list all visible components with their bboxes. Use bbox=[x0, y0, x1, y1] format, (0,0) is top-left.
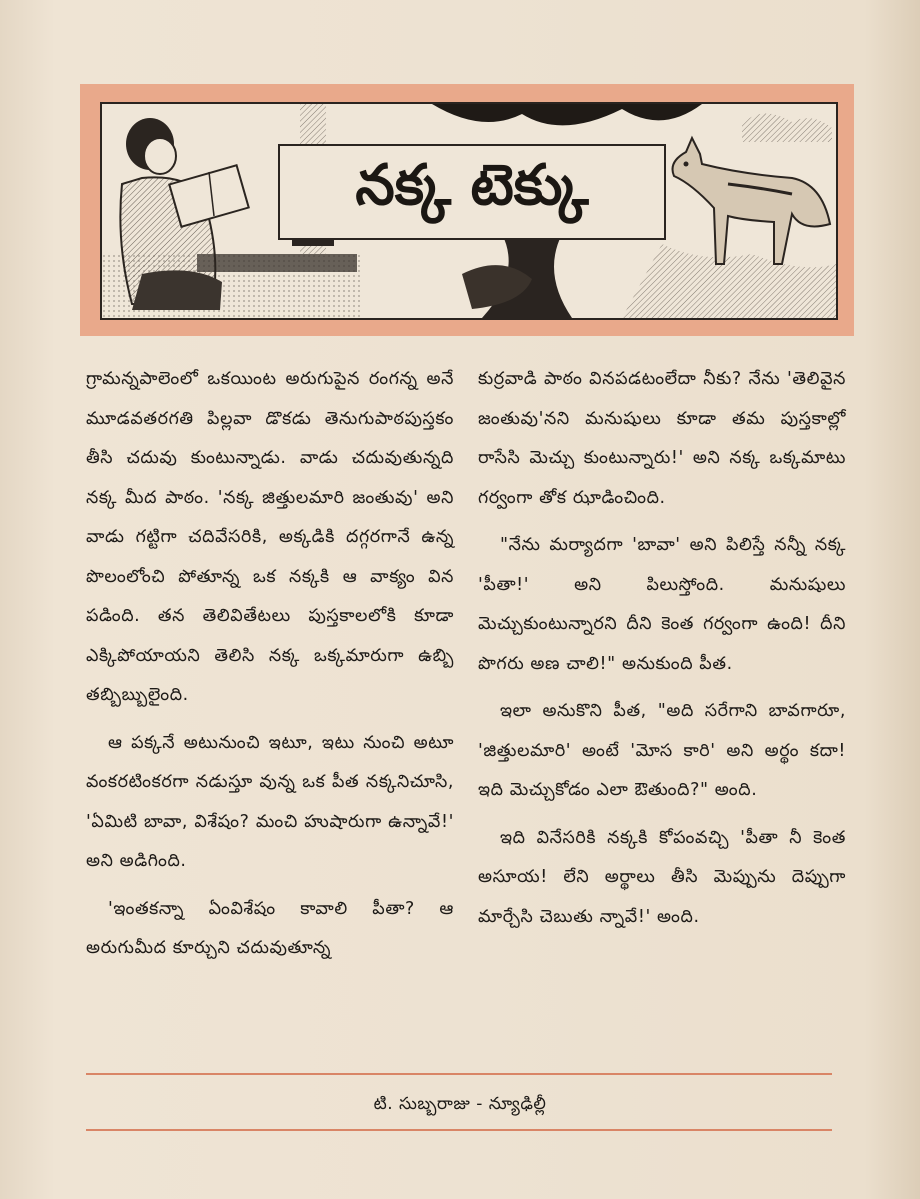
paragraph: గ్రామన్నపాలెంలో ఒకయింట అరుగుపైన రంగన్న అనే మూడవతరగతి పిల్లవా డొకడు తెనుగుపాఠపుస్తకం తీసి చదువు కుంటున్నాడు. వాడు చదువుతున్నది నక్క మీద పాఠం. 'నక్క జిత్తులమారి జంతువు' అని వాడు గట్టిగా చదివేసరికి, అక్కడికి దగ్గరగానే ఉన్న పొలంలోంచి పోతూన్న ఒక నక్కకి ఆ వాక్యం విన పడింది. తన తెలివితేటలు పుస్తకాలలోకి కూడా ఎక్కిపోయాయని తెలిసి నక్క ఒక్కమారుగా ఉబ్బి తబ్బిబ్బులైంది. bbox=[86, 369, 454, 705]
paragraph: ఇలా అనుకొని పీత, "అది సరేగాని బావగారూ, 'జిత్తులమారి' అంటే 'మోస కారి' అని అర్థం కదా! ఇది మెచ్చుకోడం ఎలా ఔతుంది?" అంది. bbox=[478, 701, 846, 800]
right-column bbox=[478, 360, 846, 937]
fox-figure bbox=[673, 138, 831, 264]
story-title: నక్క టెక్కు bbox=[355, 152, 589, 218]
left-column bbox=[86, 360, 454, 969]
paragraph: ఇది వినేసరికి నక్కకి కోపంవచ్చి 'పీతా నీ కెంత అసూయ! లేని అర్థాలు తీసి మెప్పును దెప్పుగా మార్చేసి చెబుతు న్నావే!' అంది. bbox=[478, 827, 846, 927]
author-credit: టి. సుబ్బరాజు - న్యూఢిల్లీ bbox=[373, 1094, 547, 1114]
title-box bbox=[278, 144, 666, 240]
paragraph: "నేను మర్యాదగా 'బావా' అని పిలిస్తే నన్నీ నక్క 'పీతా!' అని పిలుస్తోంది. మనుషులు మెచ్చుకుంటున్నారని దీని కెంత గర్వంగా ఉంది! దీని పొగరు అణ చాలి!" అనుకుంది పీత. bbox=[478, 535, 846, 674]
title-banner bbox=[80, 84, 854, 336]
paragraph: ఆ పక్కనే అటునుంచి ఇటూ, ఇటు నుంచి అటూ వంకరటింకరగా నడుస్తూ వున్న ఒక పీత నక్కనిచూసి, 'ఏమిటి బావా, విశేషం? మంచి హుషారుగా ఉన్నావే!' అని అడిగింది. bbox=[86, 732, 454, 871]
paragraph: 'ఇంతకన్నా ఏంవిశేషం కావాలి పీతా? ఆ అరుగుమీద కూర్చుని చదువుతూన్న bbox=[86, 898, 454, 958]
banner-illustration bbox=[100, 102, 838, 320]
divider-bottom bbox=[86, 1129, 832, 1131]
paragraph: కుర్రవాడి పాఠం వినపడటంలేదా నీకు? నేను 'తెలివైన జంతువు'నని మనుషులు కూడా తమ పుస్తకాల్లో రాసేసి మెచ్చు కుంటున్నారు!' అని నక్క ఒక్కమాటు గర్వంగా తోక ఝాడించింది. bbox=[478, 369, 846, 508]
divider-top bbox=[86, 1073, 832, 1075]
